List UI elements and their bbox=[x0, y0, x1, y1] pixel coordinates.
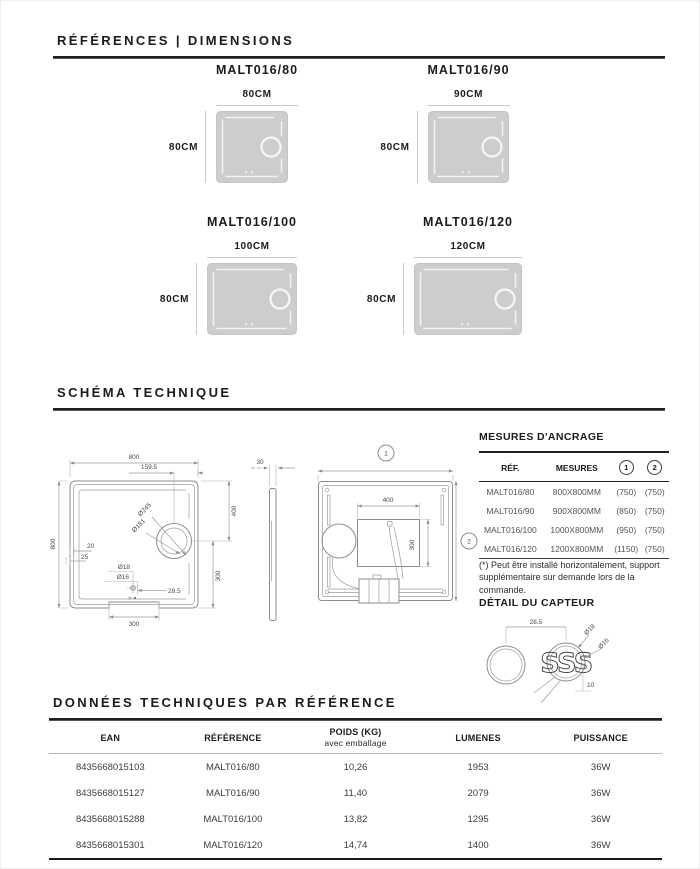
width-label: 80CM bbox=[242, 89, 272, 100]
circled-2-icon: 2 bbox=[647, 460, 662, 475]
mirror-width-dim bbox=[414, 236, 522, 263]
anchor-footnote: (*) Peut être installé horizontalement, support supplémentaire sur demande lors de la commande. bbox=[479, 560, 660, 595]
table-cell: 900X800MM bbox=[552, 505, 601, 516]
section-schema bbox=[53, 385, 665, 411]
table-cell: 14,74 bbox=[343, 839, 368, 851]
anchor-header-row bbox=[479, 452, 669, 482]
mirror-height-dim bbox=[164, 111, 216, 183]
table-cell: MALT016/80 bbox=[486, 486, 535, 497]
table-cell: MALT016/120 bbox=[203, 839, 263, 851]
dim-800-left: 800 bbox=[50, 538, 57, 550]
table-cell: 10,26 bbox=[343, 761, 368, 773]
anchor-table-title: MESURES D'ANCRAGE bbox=[479, 431, 604, 443]
table-cell: (950) bbox=[616, 524, 637, 535]
mirror-height-dim bbox=[376, 111, 428, 183]
height-dim-line bbox=[417, 111, 418, 183]
section-references bbox=[53, 33, 665, 59]
col-lumenes: LUMENES bbox=[417, 721, 540, 754]
mirror-width-dim bbox=[428, 84, 510, 111]
col-poids-main: POIDS (KG) bbox=[329, 727, 382, 737]
dim-sensor-d18: Ø18 bbox=[583, 623, 597, 637]
dim-300-bottom: 300 bbox=[128, 621, 140, 628]
table-cell: (750) bbox=[644, 505, 665, 516]
dim-sensor-28-5: 28.5 bbox=[529, 619, 543, 626]
table-row bbox=[49, 780, 662, 806]
marker-1: 1 bbox=[384, 450, 388, 458]
table-cell: (750) bbox=[644, 486, 665, 497]
col-ref: RÉF. bbox=[479, 452, 542, 482]
dim-sensor-d16: Ø16 bbox=[597, 637, 611, 651]
dim-d18: Ø18 bbox=[117, 564, 130, 571]
mirror-ref-title: MALT016/120 bbox=[423, 215, 513, 229]
table-cell: MALT016/100 bbox=[203, 813, 263, 825]
mirror-height-dim bbox=[155, 263, 207, 335]
col-mesures: MESURES bbox=[542, 452, 612, 482]
table-cell: 8435668015288 bbox=[75, 813, 145, 825]
table-cell: 1953 bbox=[467, 761, 489, 773]
table-cell: 36W bbox=[590, 787, 611, 799]
section-rule bbox=[53, 408, 665, 411]
table-cell: 11,40 bbox=[343, 787, 368, 799]
table-cell: 36W bbox=[590, 761, 611, 773]
table-cell: MALT016/100 bbox=[483, 524, 537, 535]
col-anchor-1 bbox=[612, 452, 641, 482]
dim-159: 159.5 bbox=[140, 464, 158, 471]
col-poids bbox=[294, 721, 417, 754]
dim-d245: Ø245 bbox=[136, 501, 154, 519]
width-dim-line bbox=[207, 257, 297, 258]
mirror-graphic bbox=[428, 111, 509, 183]
table-cell: 8435668015103 bbox=[75, 761, 145, 773]
table-cell: MALT016/120 bbox=[483, 543, 537, 554]
marker-2: 2 bbox=[467, 538, 471, 546]
table-row bbox=[479, 520, 669, 539]
dim-400: 400 bbox=[231, 505, 238, 517]
front-view-drawing bbox=[46, 429, 261, 644]
height-label: 80CM bbox=[366, 293, 396, 305]
height-dim-line bbox=[196, 263, 197, 335]
mirror-width-dim bbox=[207, 236, 297, 263]
mirror-height-dim bbox=[362, 263, 414, 335]
anchor-table bbox=[479, 451, 669, 559]
table-cell: MALT016/80 bbox=[206, 761, 260, 773]
mirror-ref-title: MALT016/100 bbox=[207, 215, 297, 229]
tech-header-row bbox=[49, 721, 662, 754]
dim-sensor-10: 10 bbox=[587, 682, 595, 689]
dim-300-right: 300 bbox=[215, 570, 222, 582]
dim-28-5: 28.5 bbox=[168, 588, 181, 595]
height-dim-line bbox=[403, 263, 404, 335]
dim-plate-300: 300 bbox=[409, 539, 416, 551]
width-dim-line bbox=[428, 105, 510, 106]
mirror-graphic bbox=[216, 111, 288, 183]
table-cell: (750) bbox=[644, 543, 665, 554]
table-cell: MALT016/90 bbox=[486, 505, 535, 516]
col-ean: EAN bbox=[49, 721, 172, 754]
table-cell: (750) bbox=[644, 524, 665, 535]
table-cell: 1000X800MM bbox=[550, 524, 604, 535]
dim-d16: Ø16 bbox=[116, 574, 129, 581]
section-donnees bbox=[49, 695, 662, 721]
dim-30: 30 bbox=[256, 459, 264, 466]
mirror-figure bbox=[376, 63, 510, 183]
section-title-schema: SCHÉMA TECHNIQUE bbox=[57, 385, 232, 400]
table-cell: 1400 bbox=[467, 839, 489, 851]
section-rule bbox=[53, 56, 665, 59]
table-cell: 1295 bbox=[467, 813, 489, 825]
mirror-figure bbox=[155, 215, 297, 335]
table-cell: 8435668015301 bbox=[75, 839, 145, 851]
height-label: 80CM bbox=[380, 141, 410, 153]
mirror-figure bbox=[362, 215, 522, 335]
section-title-references: RÉFÉRENCES | DIMENSIONS bbox=[57, 33, 295, 48]
table-row bbox=[49, 754, 662, 781]
circled-1-icon: 1 bbox=[619, 460, 634, 475]
height-dim-line bbox=[205, 111, 206, 183]
anchor-section bbox=[479, 431, 669, 559]
table-cell: 36W bbox=[590, 813, 611, 825]
table-cell: (850) bbox=[616, 505, 637, 516]
table-cell: MALT016/90 bbox=[206, 787, 260, 799]
back-view-drawing bbox=[303, 429, 481, 644]
table-row bbox=[479, 501, 669, 520]
width-label: 100CM bbox=[234, 241, 270, 252]
width-dim-line bbox=[216, 105, 298, 106]
sensor-detail-title: DÉTAIL DU CAPTEUR bbox=[479, 597, 595, 609]
height-label: 80CM bbox=[159, 293, 189, 305]
table-cell: 8435668015127 bbox=[75, 787, 145, 799]
col-puissance: PUISSANCE bbox=[539, 721, 662, 754]
col-poids-sub: avec emballage bbox=[324, 738, 387, 748]
table-cell: 2079 bbox=[467, 787, 489, 799]
mirror-graphic bbox=[207, 263, 297, 335]
dim-d181: Ø181 bbox=[130, 517, 148, 535]
section-title-donnees: DONNÉES TECHNIQUES PAR RÉFÉRENCE bbox=[53, 695, 397, 710]
dim-20: 20 bbox=[87, 543, 95, 550]
table-cell: 800X800MM bbox=[552, 486, 601, 497]
table-row bbox=[49, 832, 662, 859]
col-reference: RÉFÉRENCE bbox=[172, 721, 295, 754]
col-anchor-2 bbox=[640, 452, 669, 482]
width-label: 90CM bbox=[453, 89, 484, 100]
mirror-width-dim bbox=[216, 84, 298, 111]
sensor-detail-drawing bbox=[477, 607, 667, 705]
width-label: 120CM bbox=[450, 241, 486, 252]
table-cell: 36W bbox=[590, 839, 611, 851]
dim-plate-400: 400 bbox=[382, 497, 394, 504]
table-cell: 13,82 bbox=[343, 813, 368, 825]
dim-25: 25 bbox=[81, 554, 89, 561]
sensor-waves-icon: SSS bbox=[540, 648, 592, 679]
mirror-ref-title: MALT016/90 bbox=[427, 63, 510, 77]
table-row bbox=[479, 539, 669, 559]
height-label: 80CM bbox=[168, 141, 198, 153]
mirror-ref-title: MALT016/80 bbox=[216, 63, 299, 77]
tech-data-table bbox=[49, 721, 662, 860]
width-dim-line bbox=[414, 257, 522, 258]
table-row bbox=[49, 806, 662, 832]
side-view-drawing bbox=[249, 429, 301, 644]
mirror-graphic bbox=[414, 263, 522, 335]
table-cell: (750) bbox=[616, 486, 637, 497]
dim-800-top: 800 bbox=[128, 454, 140, 461]
table-row bbox=[479, 482, 669, 502]
table-cell: (1150) bbox=[614, 543, 639, 554]
table-cell: 1200X800MM bbox=[550, 543, 604, 554]
mirror-figure bbox=[164, 63, 298, 183]
